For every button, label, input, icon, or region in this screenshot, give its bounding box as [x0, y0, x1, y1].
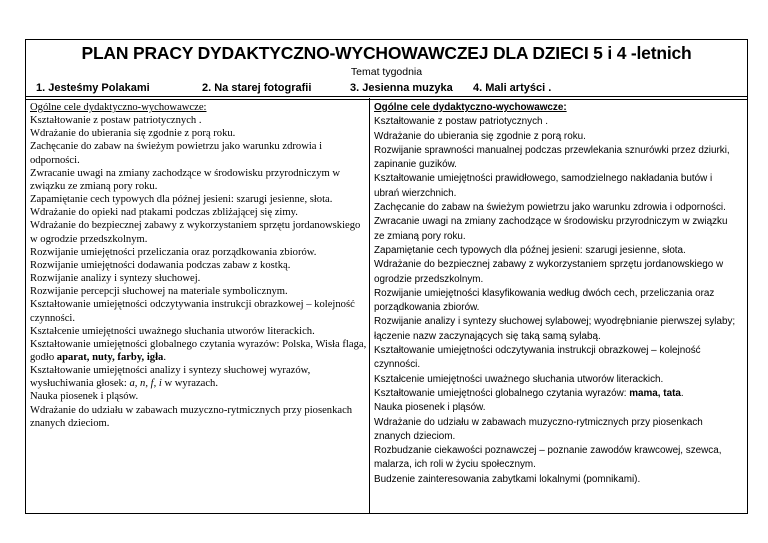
goal-item: Wdrażanie do bezpiecznej zabawy z wykorzystaniem sprzętu jordanowskiego w ogrodzie przedszkolnym. — [30, 220, 361, 245]
goal-item: Zwracanie uwagi na zmiany zachodzące w środowisku przyrodniczym w związku ze zmianą pory roku. — [374, 216, 728, 242]
goal-item: Wdrażanie do udziału w zabawach muzyczno-rytmicznych przy piosenkach znanych dzieciom. — [30, 404, 353, 429]
goal-item: Nauka piosenek i pląsów. — [30, 391, 139, 403]
goal-item: Zwracanie uwagi na zmiany zachodzące w środowisku przyrodniczym w związku ze zmianą pory roku. — [30, 167, 341, 192]
goal-item: Kształtowanie umiejętności odczytywania instrukcji obrazkowej – kolejność czynności. — [30, 299, 355, 324]
goals-list-left — [30, 101, 368, 430]
header-divider — [26, 96, 747, 97]
goal-item: Kształtowanie umiejętności odczytywania instrukcji obrazkowej – kolejność czynności. — [374, 345, 701, 371]
goal-item: Rozwijanie percepcji słuchowej na materiale symbolicznym. — [30, 286, 288, 298]
week-topic-4: 4. Mali artyści . — [473, 82, 552, 94]
goal-item: Rozwijanie analizy i syntezy słuchowej. — [30, 273, 201, 285]
goal-item: Wdrażanie do udziału w zabawach muzyczno-rytmicznych przy piosenkach znanych dzieciom. — [374, 416, 703, 442]
goal-item: Kształtowanie z postaw patriotycznych . — [374, 116, 548, 128]
goal-item: Rozwijanie umiejętności klasyfikowania według dwóch cech, przeliczania oraz porządkowania zbiorów. — [374, 287, 715, 314]
goal-item: Zapamiętanie cech typowych dla późnej jesieni: szarugi jesienne, słota. — [374, 244, 686, 256]
goal-item: Budzenie zainteresowania zabytkami lokalnymi (pomnikami). — [374, 473, 641, 485]
goal-item: Wdrażanie do ubierania się zgodnie z porą roku. — [30, 128, 236, 140]
goal-item: Kształtowanie umiejętności prawidłowego, samodzielnego nakładania butów i ubrań wierzchnich. — [374, 173, 713, 199]
goal-item: Rozwijanie umiejętności przeliczania oraz porządkowania zbiorów. — [30, 246, 317, 258]
goal-text: Kształtowanie umiejętności analizy i syntezy słuchowej wyrazów, wysłuchiwania głosek: — [30, 365, 311, 390]
goal-item: Kształtowanie z postaw patriotycznych . — [30, 115, 202, 127]
header-divider-inner — [26, 99, 747, 100]
goal-item: Zachęcanie do zabaw na świeżym powietrzu jako warunku zdrowia i odporności. — [30, 141, 323, 166]
document-title: PLAN PRACY DYDAKTYCZNO-WYCHOWAWCZEJ DLA DZIECI 5 i 4 -letnich — [81, 43, 692, 63]
goal-item: Wdrażanie do opieki nad ptakami podczas zbliżającej się zimy. — [30, 207, 298, 219]
goal-item-phonemes — [30, 364, 368, 390]
week-topic-1: 1. Jesteśmy Polakami — [36, 82, 150, 94]
week-topic-label: Temat tygodnia — [350, 66, 423, 78]
goal-item: Rozwijanie sprawności manualnej podczas przewlekania sznurówki przez dziurki, zapinanie guzików. — [374, 144, 730, 171]
week-topic-3: 3. Jesienna muzyka — [350, 82, 453, 94]
goal-item: Zachęcanie do zabaw na świeżym powietrzu jako warunku zdrowia i odporności. — [374, 202, 726, 214]
goal-text: Kształtowanie umiejętności globalnego czytania wyrazów: — [374, 387, 630, 399]
goal-text: w wyrazach. — [161, 378, 219, 390]
goals-list-right — [374, 101, 738, 487]
goal-text: . — [163, 351, 166, 363]
goal-sounds-italic: a, n, f, i — [129, 378, 162, 390]
goal-words-bold: mama, tata — [629, 387, 681, 399]
goal-text: . — [680, 387, 684, 399]
column-divider — [369, 98, 370, 513]
goal-item: Wdrażanie do bezpiecznej zabawy z wykorzystaniem sprzętu jordanowskiego w ogrodzie przedszkolnym. — [374, 259, 724, 285]
goal-words-bold: aparat, nuty, farby, igła — [56, 351, 164, 363]
goal-item-reading — [30, 338, 368, 364]
goals-heading: Ogólne cele dydaktyczno-wychowawcze: — [30, 102, 207, 113]
goal-item: Rozwijanie umiejętności dodawania podczas zabaw z kostką. — [30, 259, 291, 271]
goal-item: Wdrażanie do ubierania się zgodnie z porą roku. — [374, 130, 586, 142]
goal-item: Nauka piosenek i pląsów. — [374, 402, 486, 414]
goal-item: Rozbudzanie ciekawości poznawczej – poznanie zawodów krawcowej, szewca, malarza, ich roli w życiu społecznym. — [374, 445, 722, 471]
goal-item: Zapamiętanie cech typowych dla późnej jesieni: szarugi jesienne, słota. — [30, 194, 333, 206]
goal-item-reading — [374, 387, 738, 401]
week-topic-2: 2. Na starej fotografii — [202, 82, 312, 94]
goal-item: Kształcenie umiejętności uważnego słuchania utworów literackich. — [30, 325, 315, 337]
plan-document — [25, 39, 748, 514]
goal-item: Rozwijanie analizy i syntezy słuchowej sylabowej; wyodrębnianie pierwszej sylaby; łączenie nazw zaczynających się taką samą sylabą. — [374, 316, 736, 342]
goals-heading: Ogólne cele dydaktyczno-wychowawcze: — [374, 102, 567, 113]
goal-item: Kształcenie umiejętności uważnego słuchania utworów literackich. — [374, 373, 664, 385]
goal-text: Kształtowanie umiejętności globalnego czytania wyrazów: Polska, Wisła flaga, godło — [30, 338, 367, 363]
